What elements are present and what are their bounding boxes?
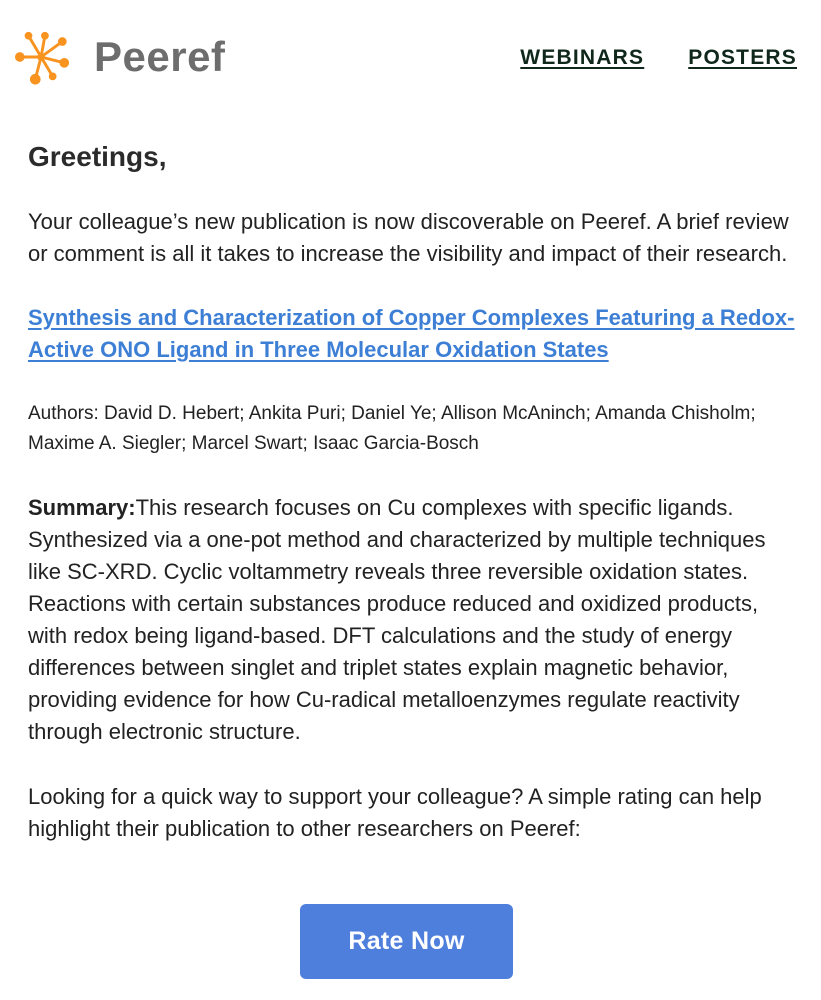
peeref-logo-link[interactable] [14, 28, 225, 86]
email-body [28, 140, 798, 845]
greeting-heading: Greetings, [28, 141, 167, 172]
summary-text: This research focuses on Cu complexes with specific ligands. Synthesized via a one-pot method and characterized by multiple techniques like SC-XRD. Cyclic voltammetry reveals three reversible oxidation states. Reactions with certain substances produce reduced and oxidized products, with redox being ligand-based. DFT calculations and the study of energy differences between singlet and triplet states explain magnetic behavior, providing evidence for how Cu-radical metalloenzymes regulate reactivity through electronic structure. [28, 494, 766, 744]
authors-list: Authors: David D. Hebert; Ankita Puri; Daniel Ye; Allison McAninch; Amanda Chisholm; Maxime A. Siegler; Marcel Swart; Isaac Garcia-Bosch [28, 402, 756, 454]
brand-name: Peeref [94, 33, 226, 80]
nav-webinars-link[interactable]: WEBINARS [520, 46, 645, 69]
nav-posters-link[interactable]: POSTERS [688, 46, 797, 69]
email-header [0, 0, 821, 110]
summary-paragraph [28, 492, 798, 748]
closing-paragraph: Looking for a quick way to support your colleague? A simple rating can help highlight their publication to other researchers on Peeref: [28, 783, 762, 841]
summary-label: Summary: [28, 494, 136, 520]
publication-title-link[interactable]: Synthesis and Characterization of Copper Complexes Featuring a Redox-Active ONO Ligand in Three Molecular Oxidation States [28, 304, 795, 362]
top-nav [520, 46, 797, 70]
peeref-network-icon [14, 28, 72, 86]
rate-now-button[interactable]: Rate Now [300, 904, 513, 979]
intro-paragraph: Your colleague’s new publication is now discoverable on Peeref. A brief review or comment is all it takes to increase the visibility and impact of their research. [28, 208, 789, 266]
